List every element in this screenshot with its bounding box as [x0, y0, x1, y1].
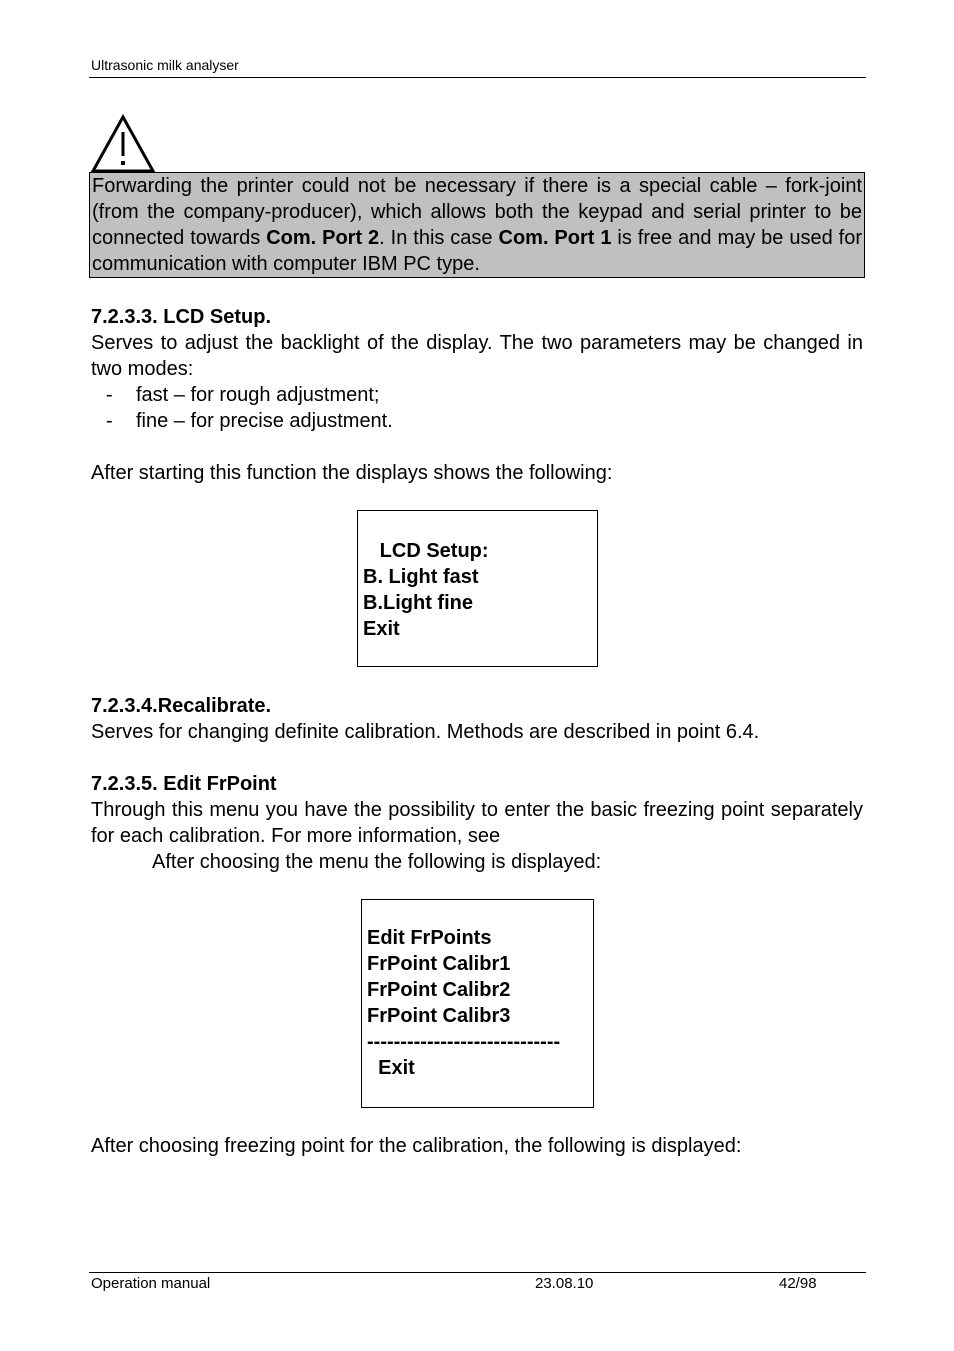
edit-frpoints-display [361, 899, 594, 1108]
list-item: - fast – for rough adjustment; [106, 384, 380, 406]
note-text-3: is free and may be used for communication with computer IBM PC type. [92, 227, 862, 275]
display-line: Exit [363, 618, 400, 640]
warning-triangle-icon [90, 114, 156, 174]
display-line: LCD Setup: [363, 540, 489, 562]
list-item: - fine – for precise adjustment. [106, 410, 393, 432]
display-line: Edit FrPoints [367, 927, 492, 949]
display-line: FrPoint Calibr3 [367, 1005, 511, 1027]
footer-date: 23.08.10 [535, 1275, 594, 1292]
section-title-lcd-setup: 7.2.3.3. LCD Setup. [91, 306, 272, 328]
warning-note [89, 172, 865, 278]
footer-page-number: 42/98 [779, 1275, 817, 1292]
note-text-2: . In this case [379, 227, 499, 249]
display-line: B. Light fast [363, 566, 479, 588]
lcd-setup-after-text: After starting this function the displays shows the following: [91, 462, 613, 484]
section-edit-frpoint [91, 771, 863, 875]
page-header-title: Ultrasonic milk analyser [91, 57, 239, 73]
note-bold-com-port-2: Com. Port 2 [266, 227, 380, 249]
lcd-setup-description: Serves to adjust the backlight of the display. The two parameters may be changed in two modes: [91, 332, 863, 380]
lcd-setup-display [357, 510, 598, 667]
lcd-setup-mode-list [91, 382, 863, 434]
display-line: FrPoint Calibr1 [367, 953, 511, 975]
section-title-recalibrate: 7.2.3.4.Recalibrate. [91, 695, 272, 717]
note-text-1: Forwarding the printer could not be necessary if there is a special cable – fork-joint (from the company-producer), which allows both the keypad and serial printer to be connected towards [92, 175, 862, 249]
section-recalibrate [91, 693, 863, 745]
section-lcd-setup [91, 304, 863, 486]
header-divider [89, 77, 866, 78]
footer-document-name: Operation manual [91, 1275, 211, 1292]
display-line: FrPoint Calibr2 [367, 979, 511, 1001]
recalibrate-description: Serves for changing definite calibration. Methods are described in point 6.4. [91, 721, 760, 743]
section-title-edit-frpoint: 7.2.3.5. Edit FrPoint [91, 773, 277, 795]
edit-frpoint-description: Through this menu you have the possibility to enter the basic freezing point separately for each calibration. For more information, see [91, 799, 863, 847]
edit-frpoint-after-text: After choosing the menu the following is displayed: [152, 851, 602, 873]
display-line: B.Light fine [363, 592, 473, 614]
display-line: Exit [367, 1057, 415, 1079]
note-bold-com-port-1: Com. Port 1 [498, 227, 612, 249]
edit-frpoint-closing-text: After choosing freezing point for the calibration, the following is displayed: [91, 1135, 742, 1157]
display-separator: ----------------------------- [367, 1031, 561, 1053]
footer-divider [89, 1272, 866, 1273]
